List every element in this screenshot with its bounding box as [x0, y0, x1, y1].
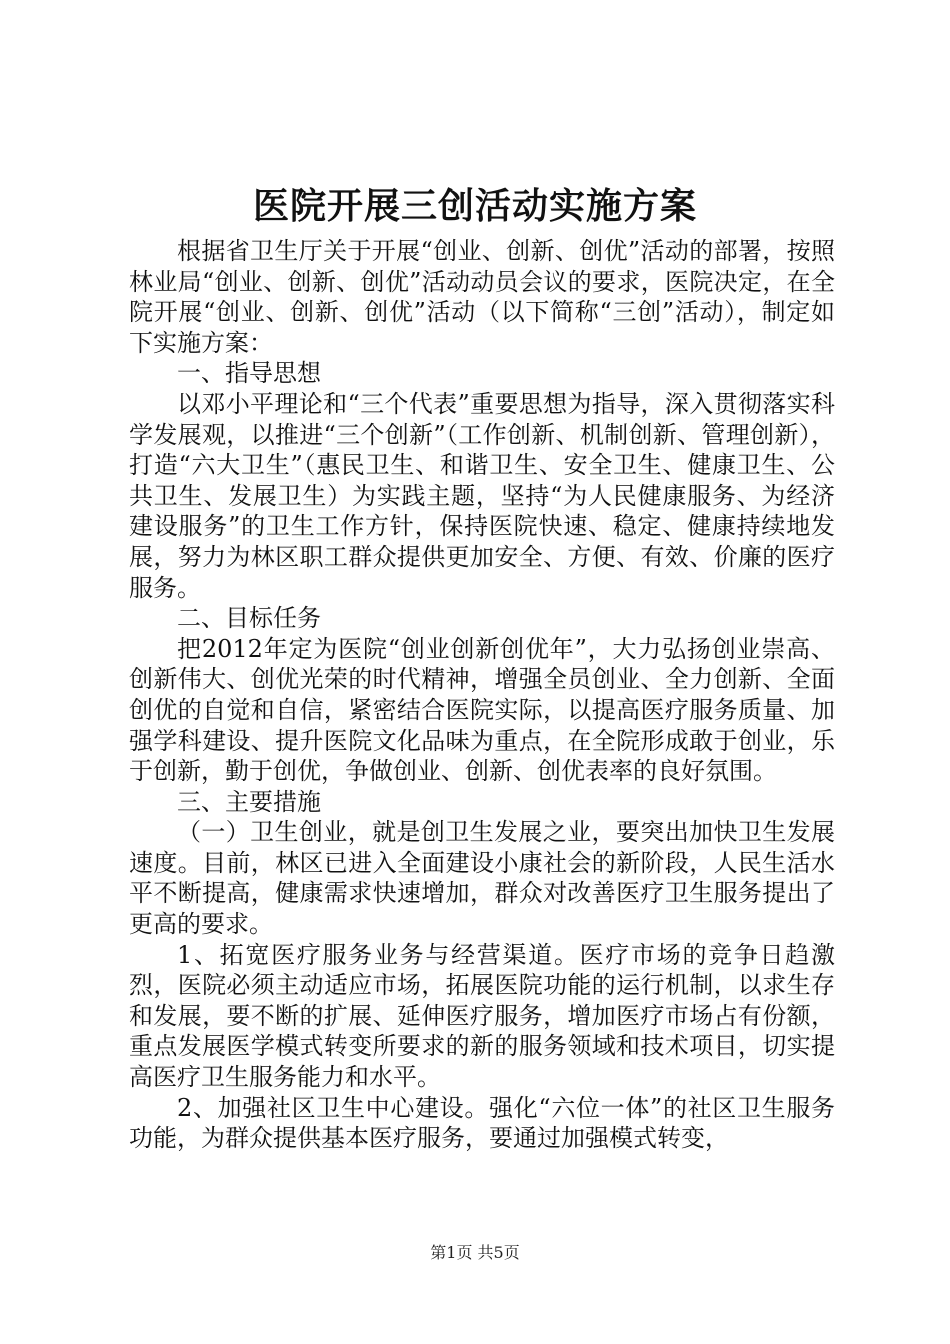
section-heading-measures: 三、主要措施 [177, 787, 321, 816]
paragraph-measure-1-item-1: 1、拓宽医疗服务业务与经营渠道。医疗市场的竞争日趋激烈，医院必须主动适应市场，拓展医院功能的运行机制，以求生存和发展，要不断的扩展、延伸医疗服务，增加医疗市场占有份额，重点发展医学模式转变所要求的新的服务领域和技术项目，切实提高医疗卫生服务能力和水平。 [129, 940, 835, 1092]
paragraph-measure-1-item-2: 2、加强社区卫生中心建设。强化“六位一体”的社区卫生服务功能，为群众提供基本医疗服务，要通过加强模式转变， [129, 1093, 835, 1153]
section-heading-guiding-thought: 一、指导思想 [177, 359, 321, 388]
paragraph-intro: 根据省卫生厅关于开展“创业、创新、创优”活动的部署，按照林业局“创业、创新、创优”活动动员会议的要求，医院决定，在全院开展“创业、创新、创优”活动（以下简称“三创”活动），制定如下实施方案： [129, 237, 835, 357]
section-heading-goals: 二、目标任务 [177, 604, 321, 633]
paragraph-goals: 把2012年定为医院“创业创新创优年”，大力弘扬创业崇高、创新伟大、创优光荣的时代精神，增强全员创业、全力创新、全面创优的自觉和自信，紧密结合医院实际，以提高医疗服务质量、加强学科建设、提升医院文化品味为重点，在全院形成敢于创业，乐于创新，勤于创优，争做创业、创新、创优表率的良好氛围。 [129, 634, 835, 786]
page-footer: 第1页 共5页 [430, 1243, 520, 1262]
document-title: 医院开展三创活动实施方案 [252, 185, 697, 227]
paragraph-measure-1: （一）卫生创业，就是创卫生发展之业，要突出加快卫生发展速度。目前，林区已进入全面建设小康社会的新阶段，人民生活水平不断提高，健康需求快速增加，群众对改善医疗卫生服务提出了更高的要求。 [129, 818, 835, 939]
paragraph-guiding-thought: 以邓小平理论和“三个代表”重要思想为指导，深入贯彻落实科学发展观，以推进“三个创新”（工作创新、机制创新、管理创新），打造“六大卫生”（惠民卫生、和谐卫生、安全卫生、健康卫生、公共卫生、发展卫生）为实践主题，坚持“为人民健康服务、为经济建设服务”的卫生工作方针，保持医院快速、稳定、健康持续地发展，努力为林区职工群众提供更加安全、方便、有效、价廉的医疗服务。 [129, 389, 835, 602]
document-body [129, 236, 835, 1154]
